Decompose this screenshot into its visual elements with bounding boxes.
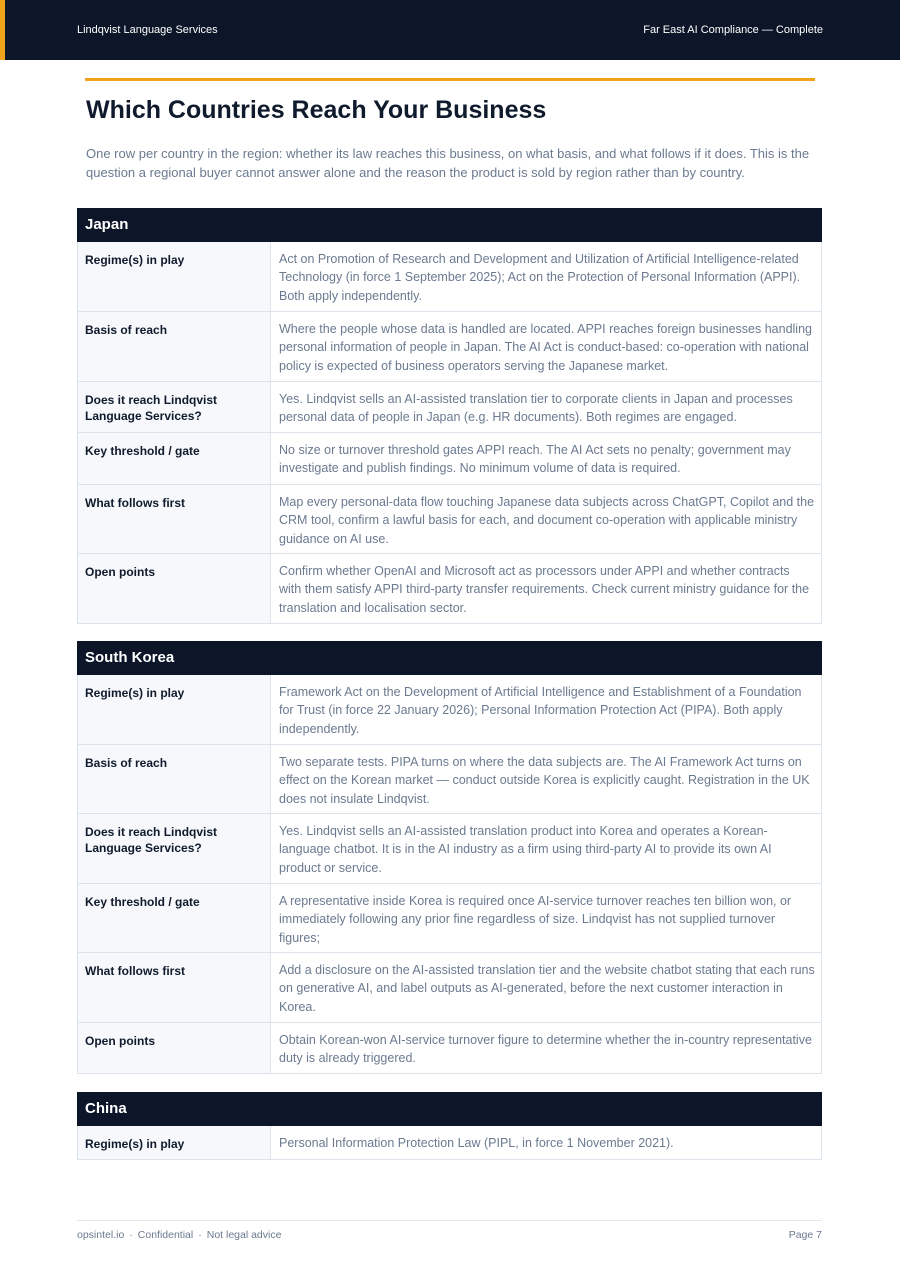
header-bar — [0, 0, 900, 60]
header-company: Lindqvist Language Services — [77, 24, 218, 36]
row-value: A representative inside Korea is required once AI-service turnover reaches ten billion won, or immediately following any prior fine regardless of size. Lindqvist has not supplied turnover figures; — [279, 894, 792, 945]
row-label: Basis of reach — [78, 745, 271, 813]
row-value: Confirm whether OpenAI and Microsoft act as processors under APPI and whether contracts with them satisfy APPI third-party transfer requirements. Check current ministry guidance for the translation and localisation sector. — [279, 564, 810, 615]
table-row — [78, 953, 821, 1023]
row-value: Yes. Lindqvist sells an AI-assisted translation tier to corporate clients in Japan and processes personal data of people in Japan (e.g. HR documents). Both regimes are engaged. — [279, 392, 793, 425]
header-accent-stripe — [0, 0, 5, 60]
row-value: No size or turnover threshold gates APPI reach. The AI Act sets no penalty; government may investigate and publish findings. No minimum volume of data is required. — [279, 443, 791, 476]
row-value: Act on Promotion of Research and Development and Utilization of Artificial Intelligence-related Technology (in force 1 September 2025); Act on the Protection of Personal Information (APPI). Both apply independently. — [279, 252, 801, 303]
country-heading: China — [77, 1092, 822, 1126]
footer-site: opsintel.io — [77, 1229, 125, 1241]
table-row — [78, 242, 821, 312]
row-value: Map every personal-data flow touching Japanese data subjects across ChatGPT, Copilot and the CRM tool, confirm a lawful basis for each, and document co-operation with applicable ministry guidance on AI use. — [279, 495, 815, 546]
table-row — [78, 745, 821, 814]
table-row — [78, 884, 821, 953]
footer-separator: · — [129, 1229, 133, 1241]
country-heading: South Korea — [77, 641, 822, 675]
table-row — [78, 814, 821, 884]
table-row — [78, 554, 821, 624]
row-label: What follows first — [78, 953, 271, 1022]
title-accent-rule — [85, 78, 815, 81]
row-value: Framework Act on the Development of Artificial Intelligence and Establishment of a Foundation for Trust (in force 22 January 2026); Personal Information Protection Act (PIPA). Both apply independently. — [279, 685, 802, 736]
country-table-japan — [77, 208, 822, 624]
row-value: Add a disclosure on the AI-assisted translation tier and the website chatbot stating that each runs on generative AI, and label outputs as AI-generated, before the next customer interaction in Korea. — [279, 963, 815, 1014]
footer-divider — [77, 1220, 822, 1221]
row-label: Regime(s) in play — [78, 1126, 271, 1159]
table-row — [78, 485, 821, 554]
country-heading: Japan — [77, 208, 822, 242]
row-label: Key threshold / gate — [78, 884, 271, 952]
country-table-south-korea — [77, 641, 822, 1074]
footer-meta — [77, 1229, 281, 1241]
page-intro: One row per country in the region: whether its law reaches this business, on what basis, and what follows if it does. This is the question a regional buyer cannot answer alone and the reason the product is sold by region rather than by country. — [86, 146, 810, 180]
row-label: Basis of reach — [78, 312, 271, 381]
row-label: Regime(s) in play — [78, 242, 271, 311]
page-title: Which Countries Reach Your Business — [86, 96, 547, 124]
table-row — [78, 433, 821, 485]
table-row — [78, 675, 821, 745]
footer-confidential: Confidential — [137, 1229, 194, 1241]
country-table-china — [77, 1092, 822, 1160]
header-document-title: Far East AI Compliance — Complete — [643, 24, 823, 36]
table-row — [78, 1126, 821, 1160]
row-label: What follows first — [78, 485, 271, 553]
row-value: Obtain Korean-won AI-service turnover figure to determine whether the in-country representative duty is already triggered. — [279, 1033, 812, 1066]
row-label: Open points — [78, 1023, 271, 1073]
footer-disclaimer: Not legal advice — [206, 1229, 282, 1241]
table-row — [78, 312, 821, 382]
row-value: Yes. Lindqvist sells an AI-assisted translation product into Korea and operates a Korean-language chatbot. It is in the AI industry as a firm using third-party AI to provide its own AI product or service. — [279, 824, 772, 875]
row-label: Does it reach Lindqvist Language Services? — [78, 382, 271, 432]
row-value: Personal Information Protection Law (PIPL, in force 1 November 2021). — [279, 1136, 674, 1150]
table-row — [78, 1023, 821, 1074]
footer-separator: · — [198, 1229, 202, 1241]
row-label: Does it reach Lindqvist Language Services? — [78, 814, 271, 883]
row-label: Regime(s) in play — [78, 675, 271, 744]
row-value: Where the people whose data is handled are located. APPI reaches foreign businesses handling personal information of people in Japan. The AI Act is conduct-based: co-operation with national policy is expected of business operators serving the Japanese market. — [279, 322, 812, 373]
row-label: Key threshold / gate — [78, 433, 271, 484]
table-row — [78, 382, 821, 433]
row-label: Open points — [78, 554, 271, 623]
row-value: Two separate tests. PIPA turns on where the data subjects are. The AI Framework Act turns on effect on the Korean market — conduct outside Korea is explicitly caught. Registration in the UK does not insulate Lindqvist. — [279, 755, 810, 806]
footer-page-number: Page 7 — [788, 1229, 822, 1241]
